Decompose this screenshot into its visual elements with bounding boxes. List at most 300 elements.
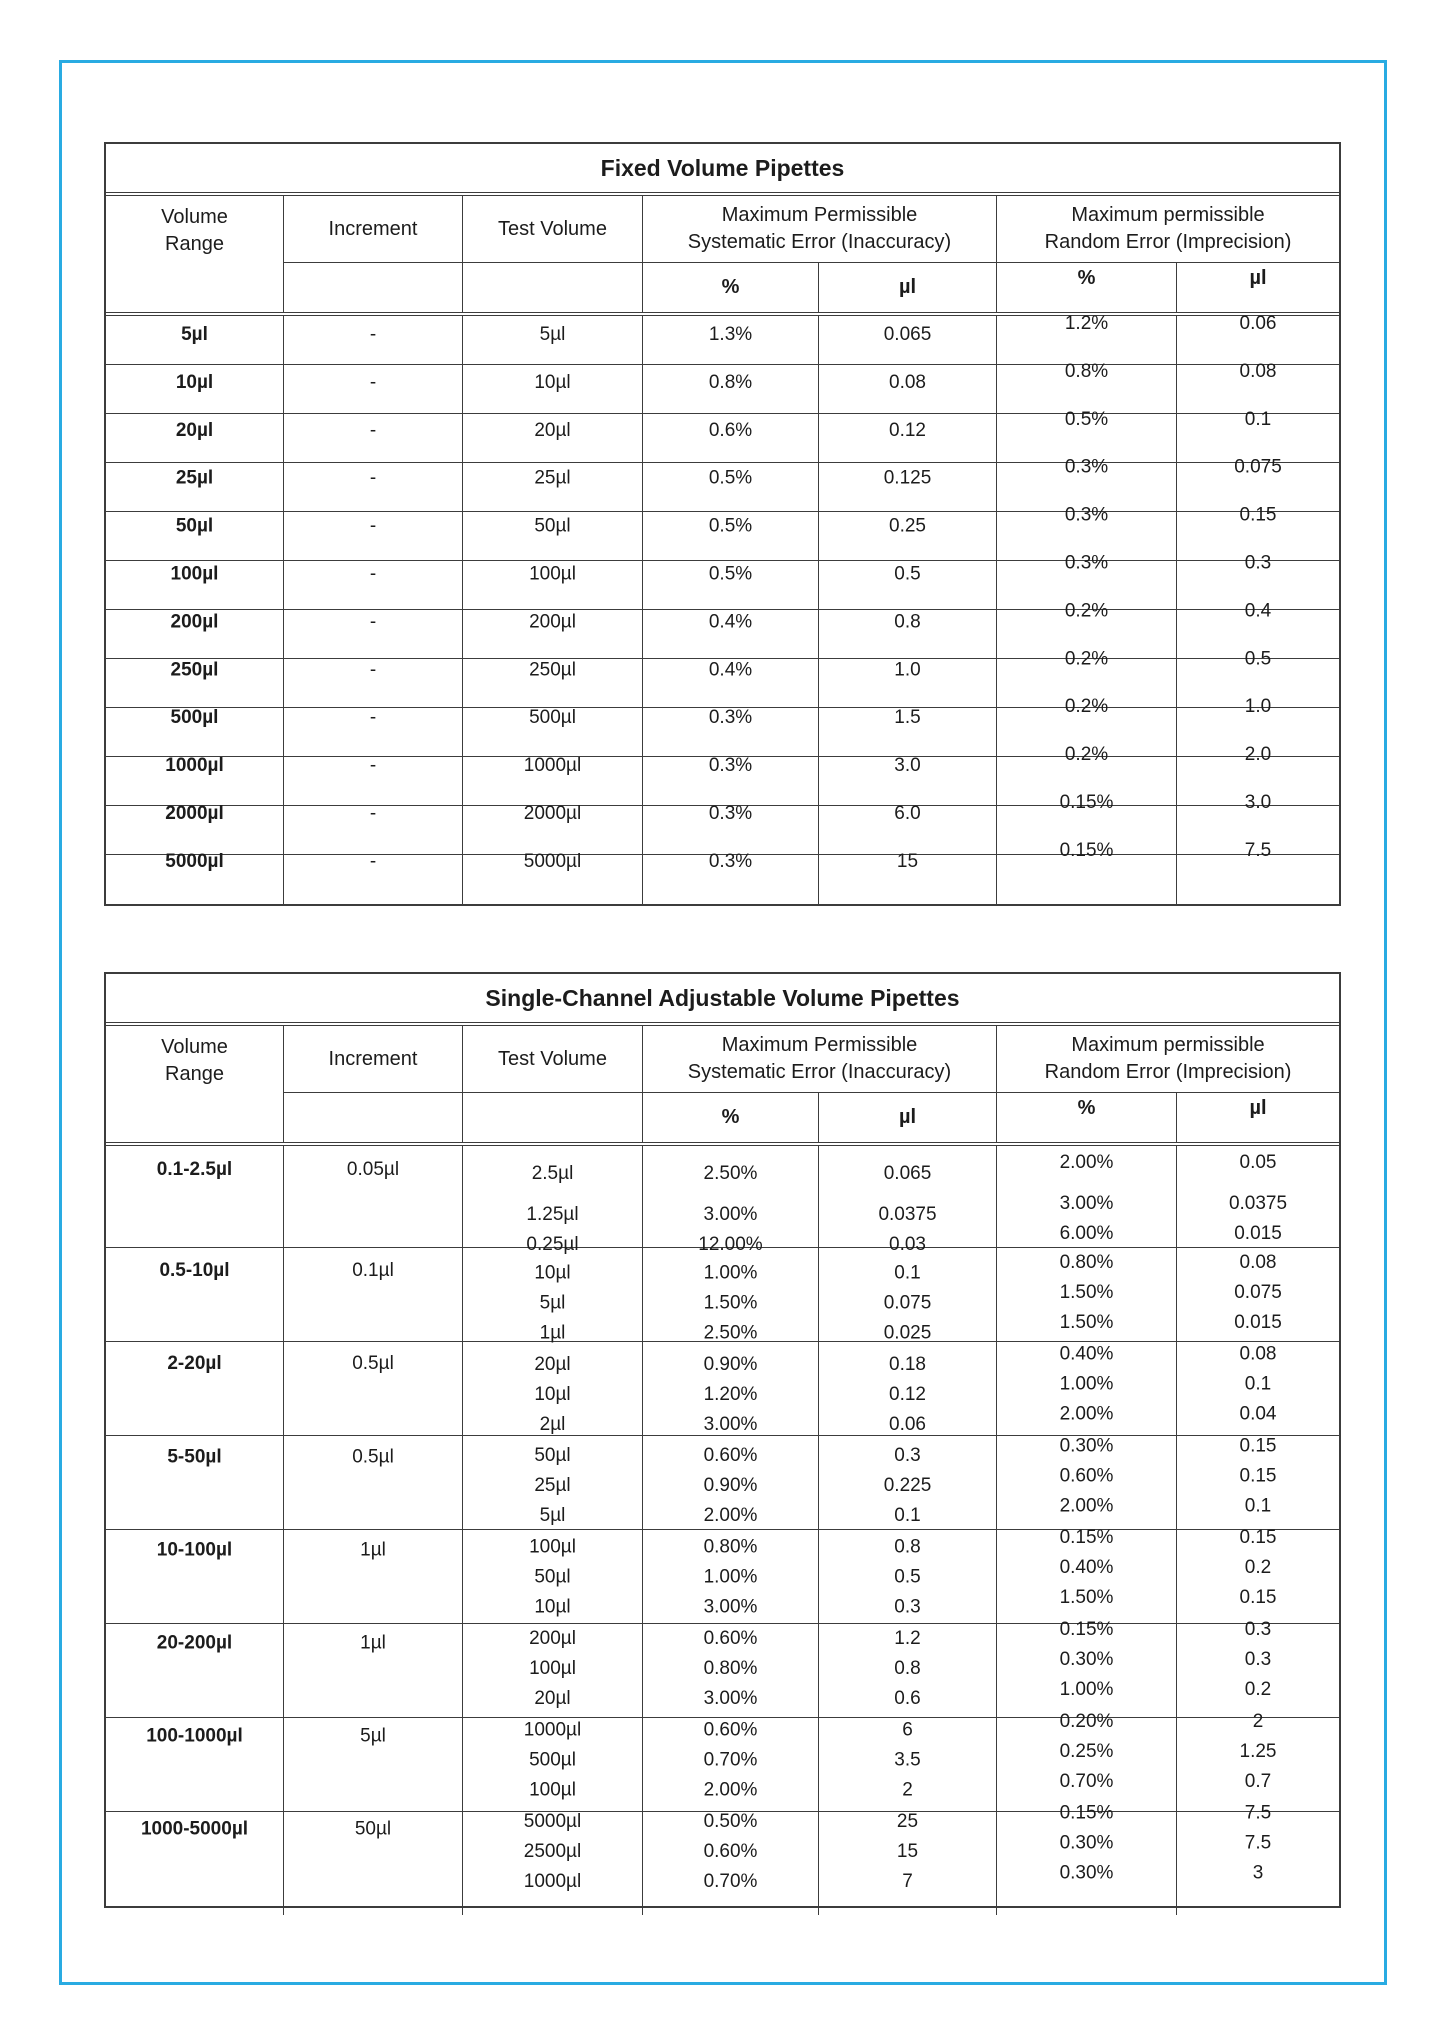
sys-microliter-value: 0.225 bbox=[883, 1475, 932, 1497]
rand-microliter-value: 0.4 bbox=[1244, 600, 1272, 622]
table-row bbox=[106, 744, 1339, 806]
sys-microliter-value: 0.25 bbox=[889, 515, 926, 537]
header-line: Maximum Permissible bbox=[721, 204, 918, 226]
rand-percent-values bbox=[1060, 1523, 1114, 1613]
volume-range-cell bbox=[106, 512, 284, 560]
rand-microliter-value: 3 bbox=[1252, 1862, 1264, 1884]
test-volume-value: 5000µl bbox=[523, 850, 582, 872]
rand-microliter-value: 0.7 bbox=[1244, 1770, 1272, 1792]
increment-value: - bbox=[369, 563, 377, 585]
subheader-label: % bbox=[1077, 1097, 1096, 1119]
rand-microliter-values bbox=[1245, 1615, 1271, 1705]
volume-range-value: 500µl bbox=[170, 707, 219, 729]
sys-percent-value: 0.5% bbox=[708, 515, 753, 537]
volume-range-value: 200µl bbox=[170, 611, 219, 633]
sys-microliter-cell bbox=[819, 316, 997, 364]
rand-percent-value: 0.20% bbox=[1059, 1710, 1114, 1732]
table-row bbox=[106, 792, 1339, 855]
header-line: Test Volume bbox=[498, 1047, 607, 1070]
increment-cell bbox=[284, 1530, 463, 1633]
rand-percent-value: 2.00% bbox=[1059, 1495, 1114, 1517]
volume-range-value: 5µl bbox=[181, 324, 208, 345]
sys-percent-cell bbox=[643, 316, 819, 364]
test-volume-cell bbox=[463, 463, 643, 511]
sys-microliter-value: 0.12 bbox=[889, 419, 926, 441]
rand-percent-cell bbox=[997, 1248, 1177, 1351]
test-volume-value: 2500µl bbox=[523, 1840, 582, 1862]
table-header bbox=[106, 196, 1339, 316]
volume-range-cell bbox=[106, 659, 284, 707]
sys-microliter-value: 0.1 bbox=[894, 1505, 921, 1527]
sys-percent-values bbox=[704, 1350, 758, 1440]
test-volume-cell bbox=[463, 850, 643, 904]
rand-microliter-value: 0.3 bbox=[1244, 1619, 1272, 1640]
table-row bbox=[106, 600, 1339, 659]
rand-percent-value: 0.15% bbox=[1059, 1527, 1114, 1549]
rand-microliter-values bbox=[1234, 1248, 1282, 1338]
test-volume-value: 1.25µl bbox=[526, 1204, 579, 1225]
sys-microliter-values bbox=[884, 1258, 932, 1348]
sys-percent-cell bbox=[643, 659, 819, 707]
table-row bbox=[106, 360, 1339, 414]
sys-microliter-value: 7 bbox=[902, 1870, 913, 1892]
sys-percent-cell bbox=[643, 803, 819, 854]
increment-value: - bbox=[369, 371, 377, 393]
rand-percent-value: 0.30% bbox=[1059, 1862, 1114, 1884]
sys-percent-value: 0.80% bbox=[703, 1658, 758, 1679]
volume-range-cell bbox=[106, 1436, 284, 1539]
rand-percent-value: 0.25% bbox=[1059, 1740, 1114, 1762]
rand-percent-value: 0.70% bbox=[1059, 1770, 1114, 1792]
rand-percent-value: 0.2% bbox=[1064, 648, 1109, 670]
rand-percent-value: 0.30% bbox=[1059, 1435, 1114, 1457]
test-volume-value: 10µl bbox=[534, 1262, 571, 1284]
rand-microliter-value: 0.3 bbox=[1244, 1649, 1272, 1670]
rand-microliter-value: 3.0 bbox=[1244, 792, 1272, 813]
increment-cell bbox=[284, 1146, 463, 1260]
test-volume-value: 1000µl bbox=[523, 1870, 582, 1892]
rand-percent-cell bbox=[997, 360, 1177, 413]
rand-microliter-value: 0.05 bbox=[1239, 1152, 1277, 1173]
volume-range-value: 0.1-2.5µl bbox=[156, 1159, 233, 1180]
header-random-error bbox=[997, 1026, 1339, 1092]
header-increment bbox=[284, 1026, 463, 1092]
test-volume-value: 2µl bbox=[539, 1413, 566, 1435]
rand-microliter-values bbox=[1240, 1523, 1277, 1613]
rand-percent-value: 2.00% bbox=[1059, 1403, 1114, 1425]
sys-percent-cell bbox=[643, 757, 819, 805]
sys-microliter-value: 0.065 bbox=[883, 324, 932, 345]
sys-percent-cell bbox=[643, 1342, 819, 1445]
test-volume-value: 100µl bbox=[529, 1658, 576, 1679]
sys-microliter-value: 15 bbox=[896, 850, 919, 872]
test-volume-value: 25µl bbox=[534, 467, 571, 489]
rand-microliter-value: 0.2 bbox=[1244, 1679, 1272, 1700]
increment-cell bbox=[284, 561, 463, 609]
rand-percent-cell bbox=[997, 1802, 1177, 1915]
rand-percent-value: 0.3% bbox=[1064, 552, 1109, 574]
empty-cell bbox=[284, 262, 463, 312]
volume-range-cell bbox=[106, 1718, 284, 1821]
rand-percent-value: 0.40% bbox=[1059, 1557, 1114, 1579]
rand-percent-values bbox=[1060, 1148, 1114, 1249]
test-volume-value: 1µl bbox=[539, 1322, 566, 1344]
test-volume-values bbox=[524, 1807, 581, 1897]
table-header bbox=[106, 1026, 1339, 1146]
sys-percent-cell bbox=[643, 850, 819, 904]
volume-range-cell bbox=[106, 1146, 284, 1260]
sys-microliter-value: 0.08 bbox=[889, 371, 926, 393]
rand-percent-value: 0.30% bbox=[1059, 1649, 1114, 1670]
test-volume-cell bbox=[463, 1812, 643, 1915]
volume-range-cell bbox=[106, 365, 284, 413]
sys-percent-values bbox=[704, 1441, 758, 1531]
rand-microliter-value: 0.08 bbox=[1239, 360, 1277, 382]
rand-percent-cell bbox=[997, 839, 1177, 904]
rand-microliter-value: 0.15 bbox=[1239, 1527, 1277, 1549]
rand-microliter-cell bbox=[1177, 1342, 1339, 1445]
test-volume-values bbox=[534, 1350, 570, 1440]
sys-microliter-values bbox=[884, 1441, 932, 1531]
test-volume-value: 100µl bbox=[529, 1779, 576, 1801]
table-row bbox=[106, 1619, 1339, 1718]
table-row bbox=[106, 313, 1339, 365]
sys-microliter-value: 0.5 bbox=[894, 1566, 921, 1588]
sys-microliter-values bbox=[889, 1350, 926, 1440]
table-row bbox=[106, 456, 1339, 512]
sys-microliter-values bbox=[894, 1715, 920, 1805]
increment-cell bbox=[284, 1718, 463, 1821]
subheader-label: µl bbox=[898, 1106, 917, 1128]
rand-microliter-values bbox=[1245, 1799, 1271, 1889]
volume-range-value: 20-200µl bbox=[156, 1632, 233, 1654]
increment-value: - bbox=[369, 803, 377, 824]
empty-cell bbox=[284, 1092, 463, 1142]
increment-value: - bbox=[369, 707, 377, 729]
rand-microliter-value: 2.0 bbox=[1244, 744, 1272, 766]
table-row bbox=[106, 1802, 1339, 1906]
sys-microliter-value: 0.6 bbox=[894, 1688, 921, 1709]
subheader-sys-microliter bbox=[819, 1092, 997, 1142]
test-volume-cell bbox=[463, 1248, 643, 1351]
rand-percent-values bbox=[1060, 1248, 1114, 1338]
sys-percent-value: 0.3% bbox=[708, 755, 753, 777]
increment-value: 1µl bbox=[360, 1539, 386, 1561]
page-border bbox=[59, 60, 1387, 1985]
increment-cell bbox=[284, 316, 463, 364]
volume-range-value: 2000µl bbox=[165, 803, 224, 824]
increment-cell bbox=[284, 803, 463, 854]
test-volume-value: 1000µl bbox=[523, 1719, 582, 1741]
sys-percent-value: 0.60% bbox=[703, 1628, 758, 1649]
subheader-label: % bbox=[1077, 267, 1096, 289]
rand-percent-value: 1.00% bbox=[1059, 1373, 1114, 1395]
rand-percent-value: 1.50% bbox=[1059, 1311, 1114, 1333]
sys-microliter-cell bbox=[819, 561, 997, 609]
sys-percent-value: 0.60% bbox=[703, 1719, 758, 1741]
volume-range-cell bbox=[106, 414, 284, 462]
table-row bbox=[106, 1248, 1339, 1342]
test-volume-value: 50µl bbox=[534, 515, 571, 537]
sys-percent-cell bbox=[643, 1248, 819, 1351]
rand-microliter-value: 2 bbox=[1252, 1710, 1264, 1732]
rand-microliter-value: 7.5 bbox=[1244, 1802, 1272, 1824]
sys-percent-value: 0.80% bbox=[703, 1536, 758, 1558]
volume-range-value: 250µl bbox=[170, 659, 219, 681]
header-line: Maximum permissible bbox=[1071, 204, 1265, 226]
sys-percent-value: 2.00% bbox=[703, 1505, 758, 1527]
rand-percent-value: 0.5% bbox=[1064, 408, 1109, 430]
test-volume-value: 2000µl bbox=[523, 803, 582, 824]
test-volume-values bbox=[534, 1258, 570, 1348]
sys-microliter-values bbox=[894, 1533, 920, 1623]
table-row bbox=[106, 552, 1339, 610]
volume-range-cell bbox=[106, 1624, 284, 1727]
increment-value: 1µl bbox=[360, 1632, 386, 1654]
test-volume-values bbox=[529, 1624, 576, 1714]
sys-percent-value: 1.00% bbox=[703, 1566, 758, 1588]
increment-value: 0.05µl bbox=[346, 1159, 400, 1180]
empty-cell bbox=[463, 1092, 643, 1142]
sys-microliter-cell bbox=[819, 1248, 997, 1351]
volume-range-cell bbox=[106, 708, 284, 756]
increment-value: - bbox=[369, 850, 377, 872]
increment-cell bbox=[284, 1342, 463, 1445]
rand-microliter-cell bbox=[1177, 360, 1339, 413]
volume-range-cell bbox=[106, 803, 284, 854]
test-volume-value: 10µl bbox=[534, 1383, 571, 1405]
volume-range-value: 5-50µl bbox=[167, 1446, 222, 1468]
sys-microliter-cell bbox=[819, 1718, 997, 1821]
sys-microliter-value: 1.0 bbox=[894, 659, 921, 681]
increment-value: - bbox=[369, 755, 377, 777]
test-volume-cell bbox=[463, 1624, 643, 1727]
sys-percent-value: 12.00% bbox=[698, 1234, 763, 1255]
header-volume-range bbox=[106, 1026, 284, 1142]
subheader-label: % bbox=[721, 1106, 740, 1128]
volume-range-value: 100µl bbox=[170, 563, 219, 585]
test-volume-value: 10µl bbox=[534, 1596, 571, 1618]
sys-percent-value: 0.5% bbox=[708, 467, 753, 489]
empty-cell bbox=[463, 262, 643, 312]
rand-microliter-values bbox=[1240, 1707, 1277, 1797]
rand-percent-values bbox=[1060, 1615, 1114, 1705]
rand-percent-value: 0.15% bbox=[1059, 1619, 1114, 1640]
volume-range-cell bbox=[106, 1530, 284, 1633]
volume-range-cell bbox=[106, 1248, 284, 1351]
table-row bbox=[106, 1527, 1339, 1624]
test-volume-value: 25µl bbox=[534, 1475, 571, 1497]
test-volume-value: 200µl bbox=[529, 1628, 576, 1649]
test-volume-value: 200µl bbox=[529, 611, 576, 633]
table-row bbox=[106, 839, 1339, 904]
rand-percent-value: 0.15% bbox=[1059, 839, 1114, 861]
rand-microliter-value: 0.15 bbox=[1239, 1587, 1277, 1609]
increment-cell bbox=[284, 512, 463, 560]
volume-range-value: 5000µl bbox=[165, 850, 224, 872]
sys-percent-value: 0.6% bbox=[708, 419, 753, 441]
test-volume-values bbox=[529, 1533, 576, 1623]
volume-range-value: 10µl bbox=[175, 371, 214, 393]
table-body bbox=[106, 313, 1339, 904]
increment-cell bbox=[284, 757, 463, 805]
header-test-volume bbox=[463, 196, 643, 262]
sys-percent-cell bbox=[643, 1624, 819, 1727]
increment-value: - bbox=[369, 515, 377, 537]
volume-range-cell bbox=[106, 850, 284, 904]
sys-microliter-cell bbox=[819, 365, 997, 413]
test-volume-cell bbox=[463, 708, 643, 756]
sys-percent-cell bbox=[643, 1718, 819, 1821]
test-volume-cell bbox=[463, 561, 643, 609]
rand-percent-value: 3.00% bbox=[1059, 1193, 1114, 1214]
test-volume-value: 5000µl bbox=[523, 1810, 582, 1832]
header-line: Random Error (Imprecision) bbox=[1044, 1061, 1292, 1083]
sys-percent-cell bbox=[643, 512, 819, 560]
rand-microliter-value: 0.1 bbox=[1244, 1373, 1272, 1395]
test-volume-value: 100µl bbox=[529, 1536, 576, 1558]
rand-percent-value: 0.15% bbox=[1059, 1802, 1114, 1824]
rand-percent-value: 0.30% bbox=[1059, 1832, 1114, 1854]
sys-microliter-value: 1.2 bbox=[894, 1628, 921, 1649]
sys-percent-value: 2.50% bbox=[703, 1163, 758, 1184]
rand-percent-cell bbox=[997, 408, 1177, 462]
rand-percent-value: 0.40% bbox=[1059, 1343, 1114, 1365]
test-volume-cell bbox=[463, 803, 643, 854]
sys-percent-cell bbox=[643, 1530, 819, 1633]
sys-percent-value: 0.3% bbox=[708, 850, 753, 872]
sys-percent-values bbox=[704, 1715, 758, 1805]
rand-percent-value: 0.3% bbox=[1064, 456, 1109, 478]
rand-microliter-value: 7.5 bbox=[1244, 839, 1272, 861]
increment-value: - bbox=[369, 659, 377, 681]
test-volume-value: 5µl bbox=[539, 324, 566, 345]
header-systematic-error bbox=[643, 196, 997, 262]
rand-percent-cell bbox=[997, 313, 1177, 364]
sys-microliter-value: 0.8 bbox=[894, 611, 921, 633]
rand-microliter-value: 0.08 bbox=[1239, 1251, 1277, 1273]
volume-range-value: 1000µl bbox=[165, 755, 224, 777]
increment-value: 5µl bbox=[360, 1725, 386, 1747]
increment-value: 0.1µl bbox=[352, 1260, 394, 1282]
volume-range-value: 50µl bbox=[175, 515, 214, 537]
sys-microliter-value: 0.8 bbox=[894, 1658, 921, 1679]
rand-percent-values bbox=[1060, 1799, 1114, 1889]
sys-percent-cell bbox=[643, 463, 819, 511]
header-systematic-error bbox=[643, 1026, 997, 1092]
rand-percent-value: 0.8% bbox=[1064, 360, 1109, 382]
sys-percent-value: 0.3% bbox=[708, 803, 753, 824]
header-test-volume bbox=[463, 1026, 643, 1092]
rand-percent-values bbox=[1060, 1707, 1114, 1797]
subheader-label: µl bbox=[898, 276, 917, 298]
header-line: Systematic Error (Inaccuracy) bbox=[687, 231, 952, 253]
sys-microliter-value: 0.3 bbox=[894, 1445, 921, 1467]
increment-cell bbox=[284, 1624, 463, 1727]
rand-microliter-value: 0.15 bbox=[1239, 1465, 1277, 1487]
test-volume-cell bbox=[463, 365, 643, 413]
header-line: Volume bbox=[161, 206, 228, 228]
sys-percent-cell bbox=[643, 414, 819, 462]
rand-microliter-cell bbox=[1177, 839, 1339, 904]
rand-microliter-values bbox=[1240, 1431, 1277, 1521]
sys-microliter-value: 2 bbox=[902, 1779, 913, 1801]
increment-cell bbox=[284, 365, 463, 413]
subheader-sys-percent bbox=[643, 262, 819, 312]
rand-microliter-value: 0.0375 bbox=[1228, 1193, 1288, 1214]
header-line: Volume bbox=[161, 1036, 228, 1058]
test-volume-value: 500µl bbox=[529, 1749, 576, 1771]
sys-microliter-value: 0.075 bbox=[883, 1292, 932, 1314]
sys-microliter-cell bbox=[819, 610, 997, 658]
test-volume-value: 5µl bbox=[539, 1505, 566, 1527]
increment-cell bbox=[284, 659, 463, 707]
sys-microliter-cell bbox=[819, 757, 997, 805]
rand-microliter-value: 0.5 bbox=[1244, 648, 1272, 670]
sys-microliter-values bbox=[894, 1624, 920, 1714]
header-line: Maximum permissible bbox=[1071, 1034, 1265, 1056]
header-line: Increment bbox=[328, 217, 418, 240]
sys-microliter-value: 6.0 bbox=[894, 803, 921, 824]
rand-microliter-value: 0.015 bbox=[1234, 1223, 1282, 1244]
volume-range-value: 1000-5000µl bbox=[140, 1818, 249, 1840]
increment-cell bbox=[284, 708, 463, 756]
sys-microliter-cell bbox=[819, 708, 997, 756]
test-volume-value: 5µl bbox=[539, 1292, 566, 1314]
volume-range-cell bbox=[106, 610, 284, 658]
sys-percent-value: 0.5% bbox=[708, 563, 753, 585]
sys-microliter-value: 3.5 bbox=[894, 1749, 921, 1771]
sys-percent-cell bbox=[643, 708, 819, 756]
sys-percent-value: 2.50% bbox=[703, 1322, 758, 1344]
sys-percent-value: 0.3% bbox=[708, 707, 753, 729]
increment-cell bbox=[284, 414, 463, 462]
rand-microliter-value: 0.3 bbox=[1244, 552, 1272, 574]
sys-percent-cell bbox=[643, 610, 819, 658]
test-volume-value: 100µl bbox=[529, 563, 576, 585]
sys-percent-value: 1.50% bbox=[703, 1292, 758, 1314]
test-volume-values bbox=[526, 1159, 578, 1260]
increment-value: - bbox=[369, 419, 377, 441]
increment-value: - bbox=[369, 467, 377, 489]
sys-microliter-value: 0.1 bbox=[894, 1262, 921, 1284]
rand-microliter-cell bbox=[1177, 1146, 1339, 1260]
sys-percent-value: 1.3% bbox=[708, 324, 753, 345]
rand-percent-value: 1.50% bbox=[1059, 1281, 1114, 1303]
rand-percent-cell bbox=[997, 1342, 1177, 1445]
rand-percent-value: 1.50% bbox=[1059, 1587, 1114, 1609]
test-volume-value: 50µl bbox=[534, 1445, 571, 1467]
sys-microliter-value: 0.125 bbox=[883, 467, 932, 489]
rand-microliter-cell bbox=[1177, 1248, 1339, 1351]
volume-range-value: 100-1000µl bbox=[146, 1725, 243, 1747]
sys-percent-value: 0.90% bbox=[703, 1353, 758, 1375]
rand-microliter-cell bbox=[1177, 1802, 1339, 1915]
test-volume-value: 20µl bbox=[534, 1353, 571, 1375]
test-volume-cell bbox=[463, 610, 643, 658]
volume-range-value: 0.5-10µl bbox=[159, 1260, 230, 1282]
table-body bbox=[106, 1146, 1339, 1906]
header-line: Systematic Error (Inaccuracy) bbox=[687, 1061, 952, 1083]
rand-microliter-value: 0.04 bbox=[1239, 1403, 1277, 1425]
sys-percent-cell bbox=[643, 561, 819, 609]
subheader-rand-microliter bbox=[1177, 1092, 1339, 1142]
test-volume-value: 500µl bbox=[529, 707, 576, 729]
rand-microliter-value: 0.075 bbox=[1234, 456, 1282, 478]
subheader-label: % bbox=[721, 276, 740, 298]
sys-percent-value: 3.00% bbox=[703, 1204, 758, 1225]
rand-percent-value: 2.00% bbox=[1059, 1152, 1114, 1173]
